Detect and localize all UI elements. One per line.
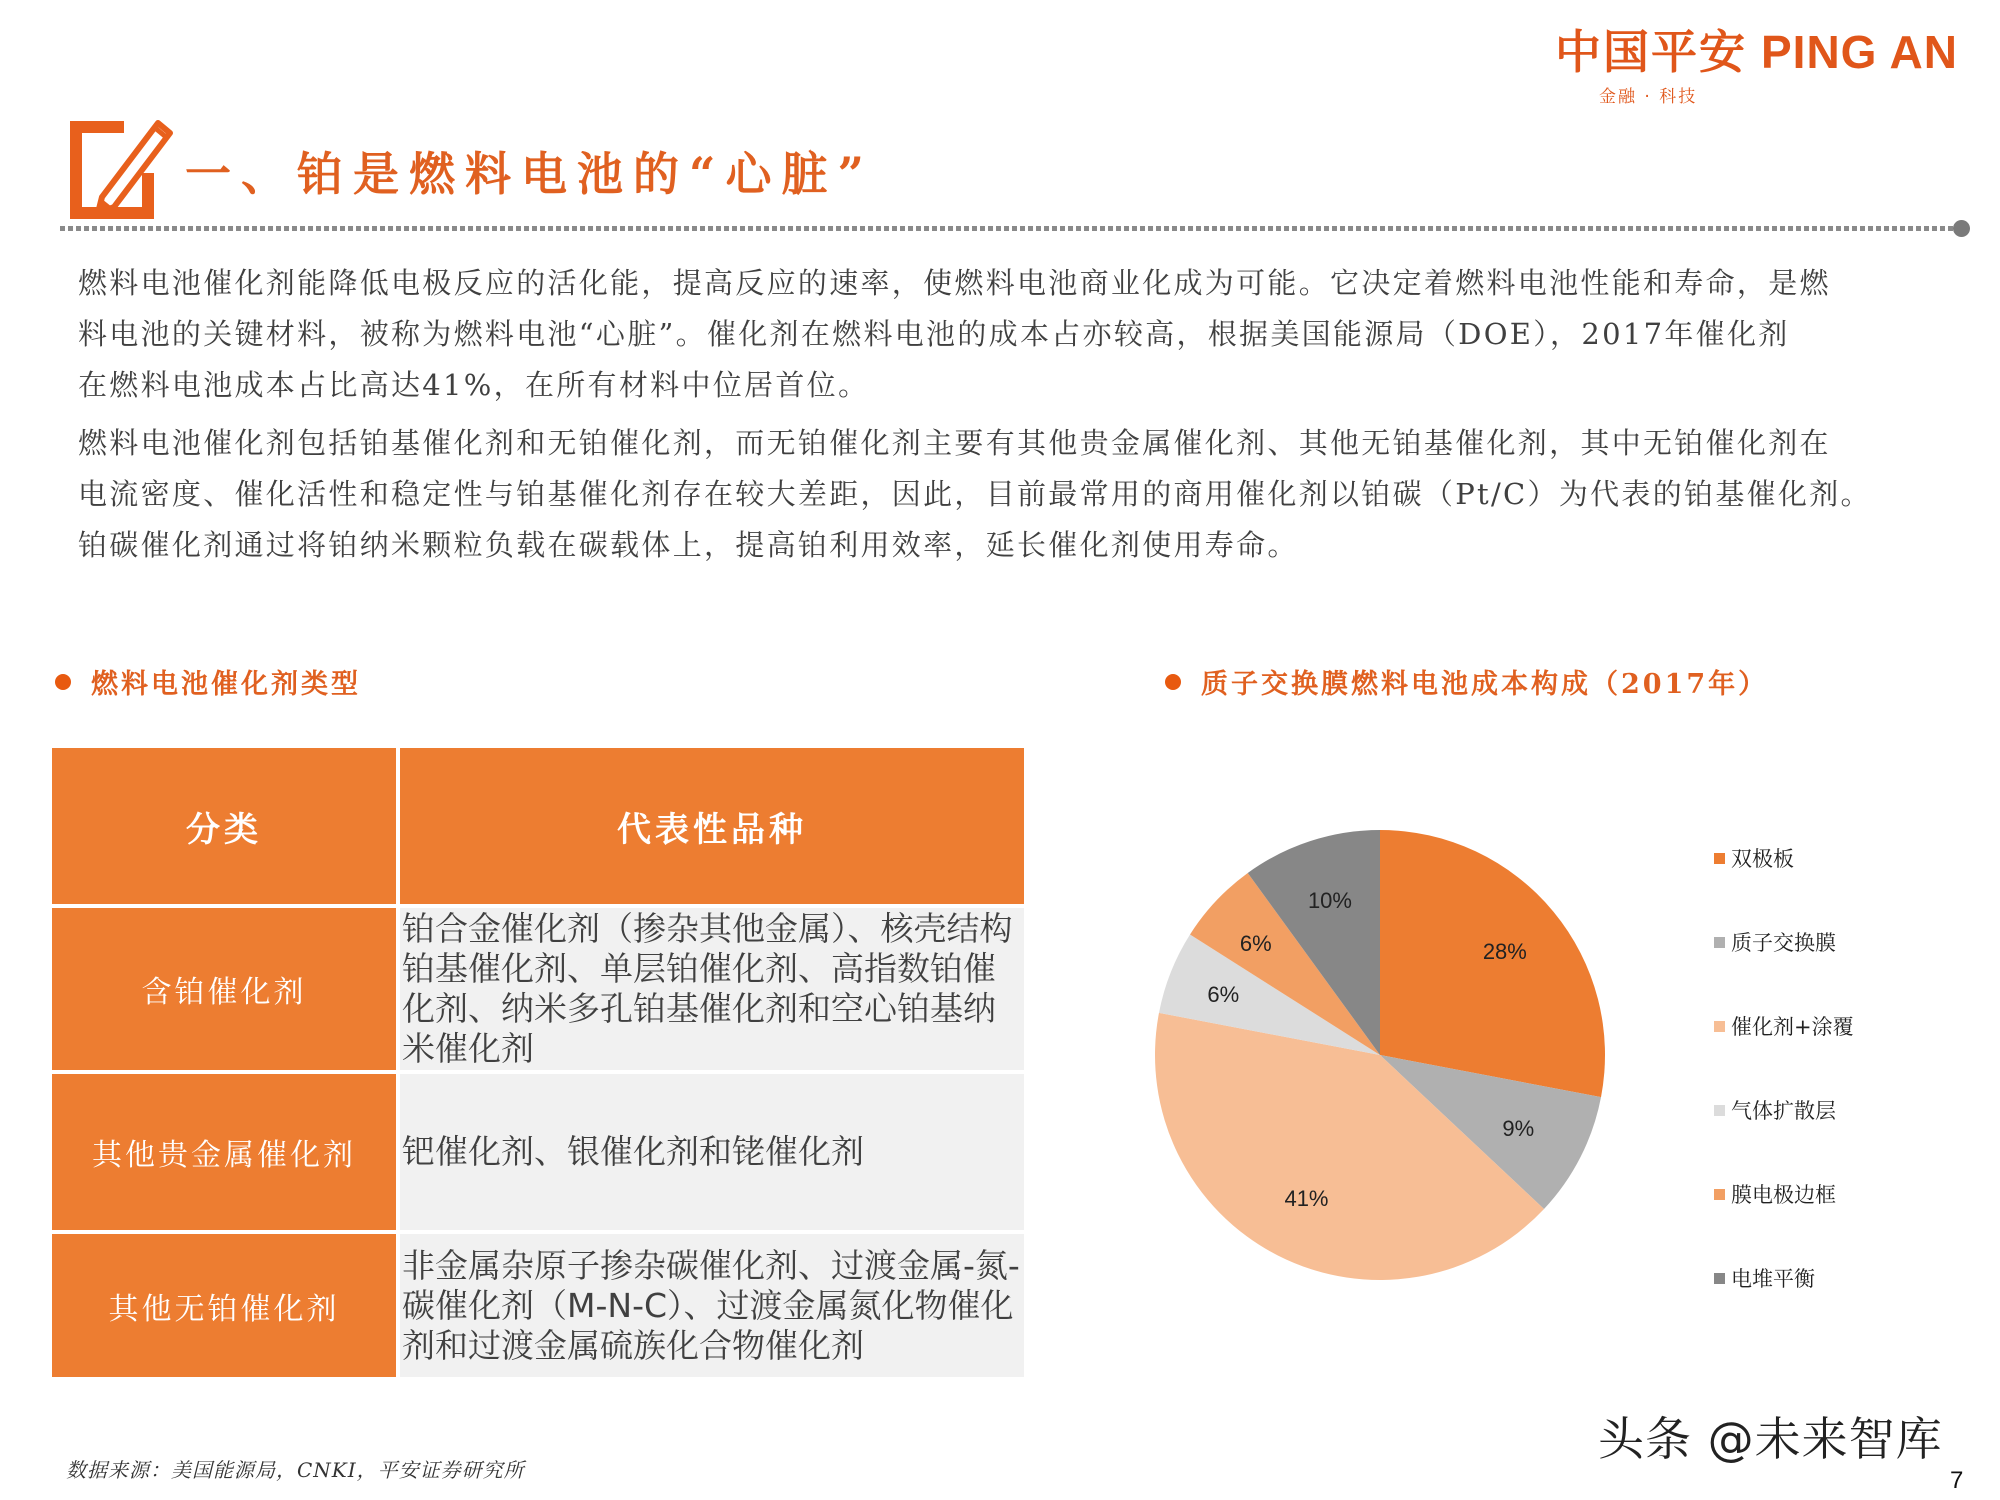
- table-header-row: [52, 748, 1024, 904]
- table-row: [52, 1074, 1024, 1230]
- pie-slice-label: 28%: [1482, 938, 1527, 964]
- pie-slice-label: 6%: [1207, 982, 1240, 1008]
- catalyst-types-heading: [55, 662, 361, 701]
- legend-swatch-icon: [1714, 1273, 1725, 1284]
- pie-svg: [1150, 830, 1610, 1290]
- legend-swatch-icon: [1714, 1021, 1725, 1032]
- pingan-logo: [1555, 28, 1975, 108]
- bullet-dot-icon: [55, 674, 71, 690]
- header-category: 分类: [52, 748, 396, 904]
- legend-item: [1714, 1236, 1854, 1320]
- bullet-dot-icon: [1165, 674, 1181, 690]
- pie-slice-label: 41%: [1284, 1186, 1329, 1212]
- row-examples: 钯催化剂、银催化剂和铑催化剂: [400, 1074, 1024, 1230]
- legend-label: 膜电极边框: [1731, 1183, 1836, 1207]
- row-examples: 非金属杂原子掺杂碳催化剂、过渡金属-氮-碳催化剂（M-N-C）、过渡金属氮化物催化剂和过渡金属硫族化合物催化剂: [400, 1234, 1024, 1377]
- chart-legend: [1714, 816, 1854, 1320]
- pie-slice-label: 9%: [1502, 1115, 1535, 1141]
- legend-item: [1714, 1068, 1854, 1152]
- paragraph-line: 在燃料电池成本占比高达41%，在所有材料中位居首位。: [78, 368, 870, 402]
- pie-slice-label: 10%: [1307, 887, 1352, 913]
- paragraph-line: 电流密度、催化活性和稳定性与铂基催化剂存在较大差距，因此，目前最常用的商用催化剂以铂碳（Pt/C）为代表的铂基催化剂。: [78, 477, 1872, 511]
- legend-item: [1714, 900, 1854, 984]
- section-title: 燃料电池催化剂类型: [91, 669, 361, 700]
- page-number: 7: [1950, 1467, 1964, 1494]
- table-row: [52, 908, 1024, 1070]
- legend-item: [1714, 984, 1854, 1068]
- divider-end-dot: [1953, 220, 1970, 237]
- paragraph-line: 铂碳催化剂通过将铂纳米颗粒负载在碳载体上，提高铂利用效率，延长催化剂使用寿命。: [78, 528, 1299, 562]
- data-source-note: 数据来源：美国能源局，CNKI，平安证券研究所: [66, 1458, 525, 1482]
- legend-label: 气体扩散层: [1731, 1099, 1836, 1123]
- legend-swatch-icon: [1714, 1189, 1725, 1200]
- header-examples: 代表性品种: [400, 748, 1024, 904]
- edit-pencil-icon: [68, 115, 173, 220]
- legend-swatch-icon: [1714, 1105, 1725, 1116]
- table-row: [52, 1234, 1024, 1377]
- logo-tagline: 金融 · 科技: [1599, 87, 1698, 107]
- paragraph-line: 料电池的关键材料，被称为燃料电池“心脏”。催化剂在燃料电池的成本占亦较高，根据美国能源局（DOE），2017年催化剂: [78, 317, 1790, 351]
- catalyst-types-table: [52, 748, 1024, 1377]
- logo-wordmark: [1555, 28, 1975, 76]
- section-title: 质子交换膜燃料电池成本构成（2017年）: [1201, 669, 1769, 700]
- legend-label: 催化剂+涂覆: [1731, 1015, 1854, 1039]
- watermark: 头条 @未来智库: [1598, 1412, 1943, 1466]
- intro-paragraph-2: [78, 418, 1978, 571]
- row-examples: 铂合金催化剂（掺杂其他金属）、核壳结构铂基催化剂、单层铂催化剂、高指数铂催化剂、纳米多孔铂基催化剂和空心铂基纳米催化剂: [400, 908, 1024, 1070]
- legend-label: 电堆平衡: [1731, 1267, 1815, 1291]
- legend-swatch-icon: [1714, 937, 1725, 948]
- paragraph-line: 燃料电池催化剂能降低电极反应的活化能，提高反应的速率，使燃料电池商业化成为可能。它决定着燃料电池性能和寿命，是燃: [78, 266, 1831, 300]
- page-title: 一、铂是燃料电池的“心脏”: [185, 147, 874, 201]
- logo-brand-cn: 中国平安: [1555, 26, 1747, 78]
- legend-item: [1714, 1152, 1854, 1236]
- cost-breakdown-heading: [1165, 662, 1768, 701]
- logo-brand-en: PING AN: [1761, 26, 1958, 78]
- cost-pie-chart: [1150, 830, 1610, 1290]
- legend-label: 质子交换膜: [1731, 931, 1836, 955]
- legend-item: [1714, 816, 1854, 900]
- intro-paragraph-1: [78, 258, 1978, 411]
- row-category: 含铂催化剂: [52, 908, 396, 1070]
- legend-swatch-icon: [1714, 853, 1725, 864]
- pie-slice-label: 6%: [1239, 931, 1272, 957]
- row-category: 其他贵金属催化剂: [52, 1074, 396, 1230]
- paragraph-line: 燃料电池催化剂包括铂基催化剂和无铂催化剂，而无铂催化剂主要有其他贵金属催化剂、其他无铂基催化剂，其中无铂催化剂在: [78, 426, 1831, 460]
- legend-label: 双极板: [1731, 847, 1794, 871]
- dotted-divider: [60, 226, 1960, 231]
- row-category: 其他无铂催化剂: [52, 1234, 396, 1377]
